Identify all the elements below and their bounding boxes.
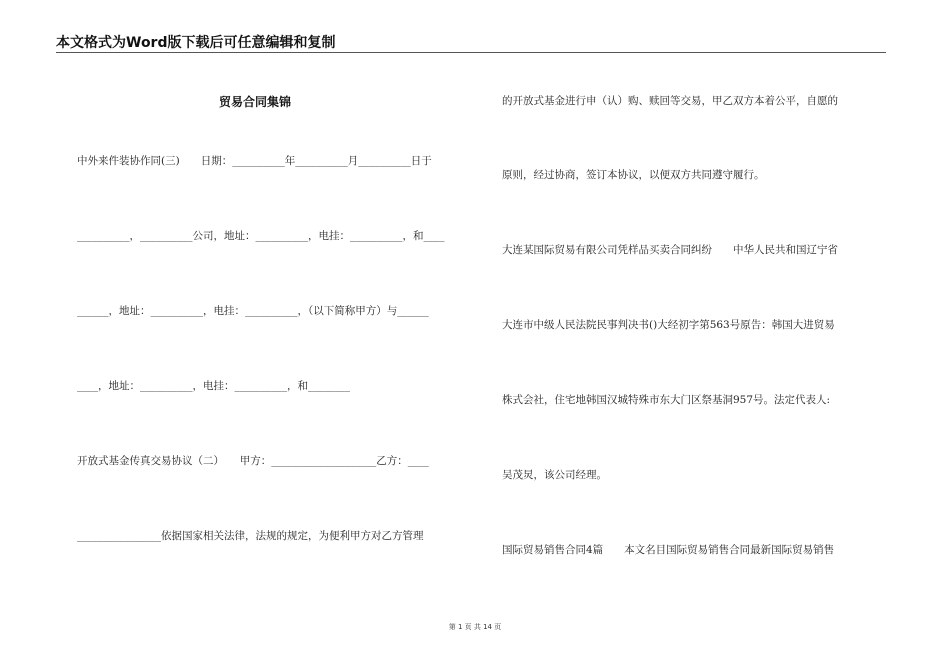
right-paragraph-line: 大连市中级人民法院民事判决书()大经初字第563号原告：韩国大进贸易 — [502, 319, 835, 331]
right-paragraph-line: 原则，经过协商，签订本协议，以便双方共同遵守履行。 — [502, 169, 765, 181]
document-header-text: 本文格式为Word版下载后可任意编辑和复制 — [56, 35, 336, 51]
left-paragraph-line: ____，地址：__________，电挂：__________，和________ — [77, 380, 350, 392]
right-paragraph-line: 吴茂炅，该公司经理。 — [502, 469, 607, 481]
left-paragraph-line: 中外来件装协作同(三) 日期：__________年__________月__________日于 — [77, 155, 432, 167]
right-paragraph-line: 株式会社，住宅地韩国汉城特殊市东大门区祭基洞957号。法定代表人: — [502, 394, 831, 406]
right-paragraph-line: 国际贸易销售合同4篇 本文名目国际贸易销售合同最新国际贸易销售 — [502, 544, 835, 556]
left-paragraph-line: __________，__________公司，地址：__________，电挂：__________，和____ — [77, 230, 445, 242]
document-title: 贸易合同集锦 — [218, 95, 291, 109]
page-number-footer: 第 1 页 共 14 页 — [448, 623, 502, 631]
header-divider — [56, 52, 886, 53]
right-paragraph-line: 大连某国际贸易有限公司凭样品买卖合同纠纷 中华人民共和国辽宁省 — [502, 244, 838, 256]
right-paragraph-line: 的开放式基金进行申（认）购、赎回等交易，甲乙双方本着公平，自愿的 — [502, 95, 838, 107]
left-paragraph-line: ________________依据国家相关法律，法规的规定，为便利甲方对乙方管理 — [77, 530, 424, 542]
left-paragraph-line: 开放式基金传真交易协议（二） 甲方：____________________乙方：____ — [77, 455, 429, 467]
left-paragraph-line: ______，地址：__________，电挂：__________，（以下简称甲方）与______ — [77, 305, 429, 317]
